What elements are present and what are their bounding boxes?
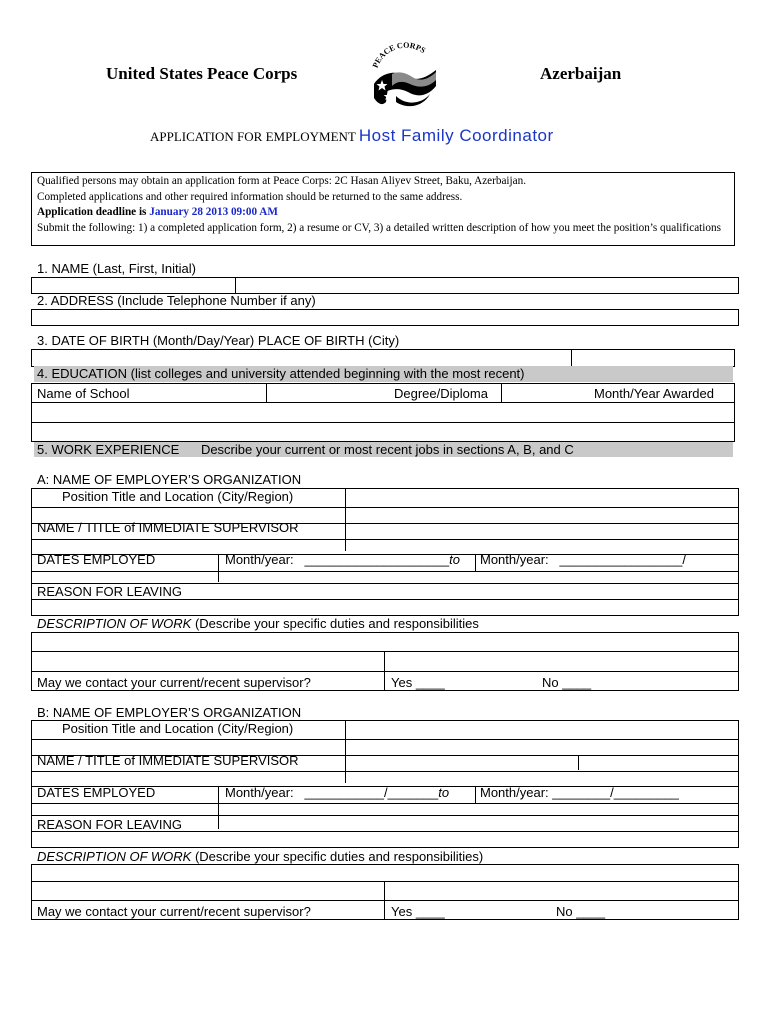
- edu-col-school: Name of School: [37, 386, 130, 401]
- work-section-title: 5. WORK EXPERIENCE: [37, 442, 180, 457]
- employer-b-position-label: Position Title and Location (City/Region): [62, 721, 294, 736]
- deadline-value: January 28 2013 09:00 AM: [149, 206, 278, 218]
- svg-text:PEACE CORPS: PEACE CORPS: [370, 40, 428, 70]
- employer-a-position-field[interactable]: [346, 489, 738, 506]
- employer-b-description-label: DESCRIPTION OF WORK (Describe your specific duties and responsibilities): [37, 849, 484, 864]
- employer-a-contact-question: May we contact your current/recent supervisor?: [37, 675, 311, 690]
- employer-b-description-field[interactable]: [32, 865, 738, 880]
- employer-a-reason-field[interactable]: [219, 584, 738, 598]
- employer-b-from-label: Month/year: ___________/_______to: [225, 785, 450, 800]
- country-name: Azerbaijan: [540, 64, 622, 83]
- employer-b-to-label: Month/year: ________/_________: [480, 785, 679, 800]
- employer-a-table: [31, 488, 739, 616]
- employer-a-position-label: Position Title and Location (City/Region): [62, 489, 294, 504]
- application-role: Host Family Coordinator: [358, 126, 554, 145]
- employer-b-reason-field[interactable]: [219, 816, 738, 830]
- edu-col-awarded: Month/Year Awarded: [594, 386, 714, 401]
- application-title: [150, 126, 554, 146]
- education-table: [31, 383, 735, 442]
- education-row-2[interactable]: [32, 423, 734, 441]
- address-section-label: 2. ADDRESS (Include Telephone Number if any): [37, 293, 316, 308]
- edu-col-degree: Degree/Diploma: [394, 386, 488, 401]
- birth-place-field[interactable]: [572, 350, 734, 366]
- employer-b-description-table: [31, 864, 739, 920]
- employer-b-supervisor-label: NAME / TITLE of IMMEDIATE SUPERVISOR: [37, 753, 299, 768]
- employer-a-description-field[interactable]: [32, 633, 738, 650]
- address-field[interactable]: [31, 309, 739, 326]
- employer-a-contact-no[interactable]: No ____: [542, 675, 592, 690]
- employer-b-reason-label: REASON FOR LEAVING: [37, 817, 182, 832]
- work-section-description: Describe your current or most recent jobs in sections A, B, and C: [200, 442, 574, 457]
- employer-a-supervisor-label: NAME / TITLE of IMMEDIATE SUPERVISOR: [37, 520, 299, 535]
- name-last-field[interactable]: [32, 278, 235, 293]
- employer-a-description-table: [31, 632, 739, 691]
- employer-b-position-field[interactable]: [346, 721, 738, 738]
- employer-a-heading: A: NAME OF EMPLOYER’S ORGANIZATION: [37, 472, 302, 487]
- instructions-line-1: Qualified persons may obtain an application form at Peace Corps: 2C Hasan Aliyev Street, Baku, Azerbaijan.: [37, 175, 527, 187]
- name-section-label: 1. NAME (Last, First, Initial): [37, 261, 196, 276]
- instructions-box: [31, 172, 735, 246]
- instructions-line-4: Submit the following: 1) a completed application form, 2) a resume or CV, 3) a detailed written description of how you meet the position’s qualifications: [37, 221, 721, 234]
- instructions-line-2: Completed applications and other required information should be returned to the same address.: [37, 190, 463, 203]
- peace-corps-logo: [366, 40, 442, 112]
- peace-corps-flag-icon: [366, 40, 442, 112]
- employer-b-supervisor-field[interactable]: [346, 756, 578, 770]
- employer-a-reason-label: REASON FOR LEAVING: [37, 584, 182, 599]
- employer-b-table: [31, 720, 739, 848]
- employer-b-contact-no[interactable]: No ____: [556, 904, 606, 919]
- education-row-1[interactable]: [32, 403, 734, 421]
- dob-field-row: [31, 349, 735, 367]
- name-field-row: [31, 277, 739, 294]
- employer-b-contact-question: May we contact your current/recent supervisor?: [37, 904, 311, 919]
- employer-b-heading: B: NAME OF EMPLOYER’S ORGANIZATION: [37, 705, 302, 720]
- application-title-prefix: APPLICATION FOR EMPLOYMENT: [150, 129, 356, 144]
- employer-a-from-label: Month/year: ____________________to: [225, 552, 460, 567]
- employer-a-dates-label: DATES EMPLOYED: [37, 552, 156, 567]
- employer-b-dates-label: DATES EMPLOYED: [37, 785, 156, 800]
- name-first-field[interactable]: [236, 278, 738, 293]
- education-section-label: 4. EDUCATION (list colleges and university attended beginning with the most recent): [37, 366, 525, 381]
- work-section-label: [37, 442, 574, 457]
- dob-field[interactable]: [32, 350, 571, 366]
- employer-a-supervisor-field[interactable]: [346, 524, 578, 538]
- employer-a-description-label: DESCRIPTION OF WORK (Describe your specific duties and responsibilities: [37, 616, 479, 631]
- employer-a-contact-yes[interactable]: Yes ____: [391, 675, 445, 690]
- dob-section-label: 3. DATE OF BIRTH (Month/Day/Year) PLACE OF BIRTH (City): [37, 333, 400, 348]
- employer-b-contact-yes[interactable]: Yes ____: [391, 904, 445, 919]
- deadline-label: Application deadline is: [37, 206, 147, 218]
- employer-a-to-label: Month/year: _________________/: [480, 552, 687, 567]
- deadline-line: [37, 205, 730, 221]
- org-name: United States Peace Corps: [106, 64, 298, 83]
